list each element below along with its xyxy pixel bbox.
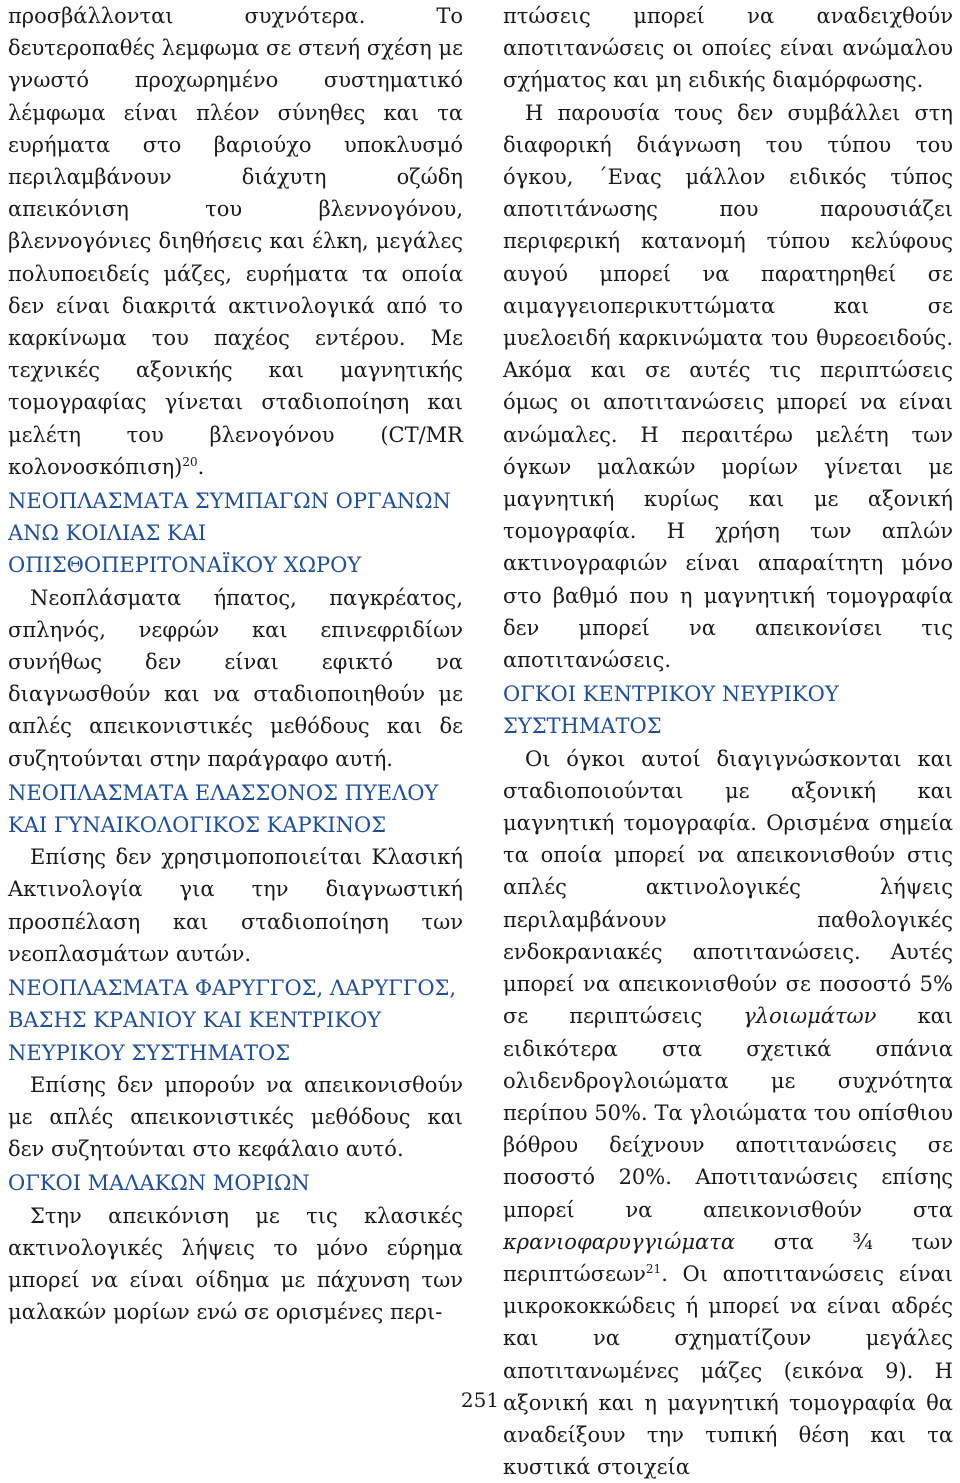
- left-column: [8, 0, 463, 1328]
- right-paragraph-3-part-a: Οι όγκοι αυτοί διαγιγνώσκονται και σταδιοποιούνται με αξονική και μαγνητική τομογραφία. Ορισμένα σημεία τα οποία μπορεί να απεικονισθούν στις απλές ακτινολογικές λήψεις περιλαμβάνουν παθολογικές ενδοκρανιακές αποτιτανώσεις. Αυτές μπορεί να απεικονισθούν σε ποσοστό 5% σε περιπτώσεις: [503, 746, 953, 1029]
- right-paragraph-3: [503, 743, 953, 1483]
- heading-pelvic-neoplasms: ΝΕΟΠΛΑΣΜΑΤΑ ΕΛΑΣΣΟΝΟΣ ΠΥΕΛΟΥ ΚΑΙ ΓΥΝΑΙΚΟΛΟΓΙΚΟΣ ΚΑΡΚΙΝΟΣ: [8, 780, 439, 838]
- reference-20: 20: [182, 454, 198, 469]
- right-paragraph-2: Η παρουσία τους δεν συμβάλλει στη διαφορική διάγνωση του τύπου του όγκου, ΄Ενας μάλλον ειδικός τύπος αποτιτάνωσης που παρουσιάζει περιφερική κατανομή τύπου κελύφους αυγού μπορεί να παρατηρηθεί σε αιμαγγειοπερικυττώματα και σε μυελοειδή καρκινώματα του θυρεοειδούς. Ακόμα και σε αυτές τις περιπτώσεις όμως οι αποτιτανώσεις μπορεί να είναι ανώμαλες. Η περαιτέρω μελέτη των όγκων μαλακών μορίων γίνεται με μαγνητική κυρίως και με αξονική τομογραφία. Η χρήση των απλών ακτινογραφιών είναι απαραίτητη μόνο στο βαθμό που η μαγνητική τομογραφία δεν μπορεί να απεικονίσει τις αποτιτανώσεις.: [503, 100, 953, 673]
- heading-soft-tissue-tumors: ΟΓΚΟΙ ΜΑΛΑΚΩΝ ΜΟΡΙΩΝ: [8, 1171, 310, 1196]
- term-gliomas: γλοιωμάτων: [743, 1004, 877, 1029]
- page-number: 251: [460, 1388, 500, 1412]
- left-paragraph-1: [8, 0, 463, 483]
- right-paragraph-3-part-d: . Οι αποτιτανώσεις είναι μικροκοκκώδεις ή μπορεί να είναι αδρές και να σχηματίζουν μεγάλες αποτιτανωμένες μάζες (εικόνα 9). Η αξονική και η μαγνητική τομογραφία θα αναδείξουν την τυπική θέση και τα κυστικά στοιχεία: [503, 1261, 953, 1480]
- left-paragraph-3: Επίσης δεν χρησιμοποποιείται Κλασική Ακτινολογία για την διαγνωστική προσπέλαση και σταδιοποίηση των νεοπλασμάτων αυτών.: [8, 845, 463, 966]
- heading-cns-tumors: ΟΓΚΟΙ ΚΕΝΤΡΙΚΟΥ ΝΕΥΡΙΚΟΥ ΣΥΣΤΗΜΑΤΟΣ: [503, 682, 839, 739]
- left-paragraph-1-end: .: [197, 454, 205, 479]
- heading-pharynx-larynx-cns: ΝΕΟΠΛΑΣΜΑΤΑ ΦΑΡΥΓΓΟΣ, ΛΑΡΥΓΓΟΣ, ΒΑΣΗΣ ΚΡΑΝΙΟΥ ΚΑΙ ΚΕΝΤΡΙΚΟΥ ΝΕΥΡΙΚΟΥ ΣΥΣΤΗΜΑΤΟΣ: [8, 976, 457, 1065]
- right-paragraph-3-part-c: στα ¾ των περιπτώσεων: [503, 1229, 953, 1286]
- left-paragraph-5: Στην απεικόνιση με τις κλασικές ακτινολογικές λήψεις το μόνο εύρημα μπορεί να είναι οίδημα με πάχυνση των μαλακών μορίων ενώ σε ορισμένες περι-: [8, 1203, 463, 1325]
- reference-21: 21: [645, 1261, 662, 1276]
- left-paragraph-4: Επίσης δεν μπορούν να απεικονισθούν με απλές απεικονιστικές μεθόδους και δεν συζητούνται στο κεφάλαιο αυτό.: [8, 1072, 463, 1162]
- left-paragraph-2: Νεοπλάσματα ήπατος, παγκρέατος, σπληνός, νεφρών και επινεφριδίων συνήθως δεν είναι εφικτό να διαγνωσθούν και να σταδιοποιηθούν με απλές απεικονιστικές μεθόδους και δε συζητούνται στην παράγραφο αυτή.: [8, 585, 463, 771]
- right-column: [503, 0, 953, 1483]
- term-craniopharyngiomas: κρανιοφαρυγγιώματα: [503, 1229, 736, 1254]
- heading-solid-organ-neoplasms: ΝΕΟΠΛΑΣΜΑΤΑ ΣΥΜΠΑΓΩΝ ΟΡΓΑΝΩΝ ΑΝΩ ΚΟΙΛΙΑΣ ΚΑΙ ΟΠΙΣΘΟΠΕΡΙΤΟΝΑΪΚΟΥ ΧΩΡΟΥ: [8, 489, 451, 578]
- right-paragraph-3-part-b: και ειδικότερα στα σχετικά σπάνια ολιδενδρογλοιώματα με συχνότητα περίπου 50%. Τα γλοιώματα του οπίσθιου βόθρου δείχνουν αποτιτανώσεις σε ποσοστό 20%. Αποτιτανώσεις επίσης μπορεί να απεικονισθούν στα: [503, 1004, 953, 1222]
- right-paragraph-1: πτώσεις μπορεί να αναδειχθούν αποτιτανώσεις οι οποίες είναι ανώμαλου σχήματος και μη ειδικής διαμόρφωσης.: [503, 4, 953, 93]
- left-paragraph-1-text: προσβάλλονται συχνότερα. Το δευτεροπαθές λεμφωμα σε στενή σχέση με γνωστό προχωρημένο συστηματικό λέμφωμα είναι πλέον σύνηθες και τα ευρήματα στο βαριούχο υποκλυσμό περιλαμβάνουν διάχυτη οζώδη απεικόνιση του βλεννογόνου, βλεννογόνιες διηθήσεις και έλκη, μεγάλες πολυποειδείς μάζες, ευρήματα τα οποία δεν είναι διακριτά ακτινολογικά από το καρκίνωμα του παχέος εντέρου. Με τεχνικές αξονικής και μαγνητικής τομογραφίας γίνεται σταδιοποίηση και μελέτη του βλενογόνου (CT/MR κολονοσκόπιση): [8, 4, 463, 479]
